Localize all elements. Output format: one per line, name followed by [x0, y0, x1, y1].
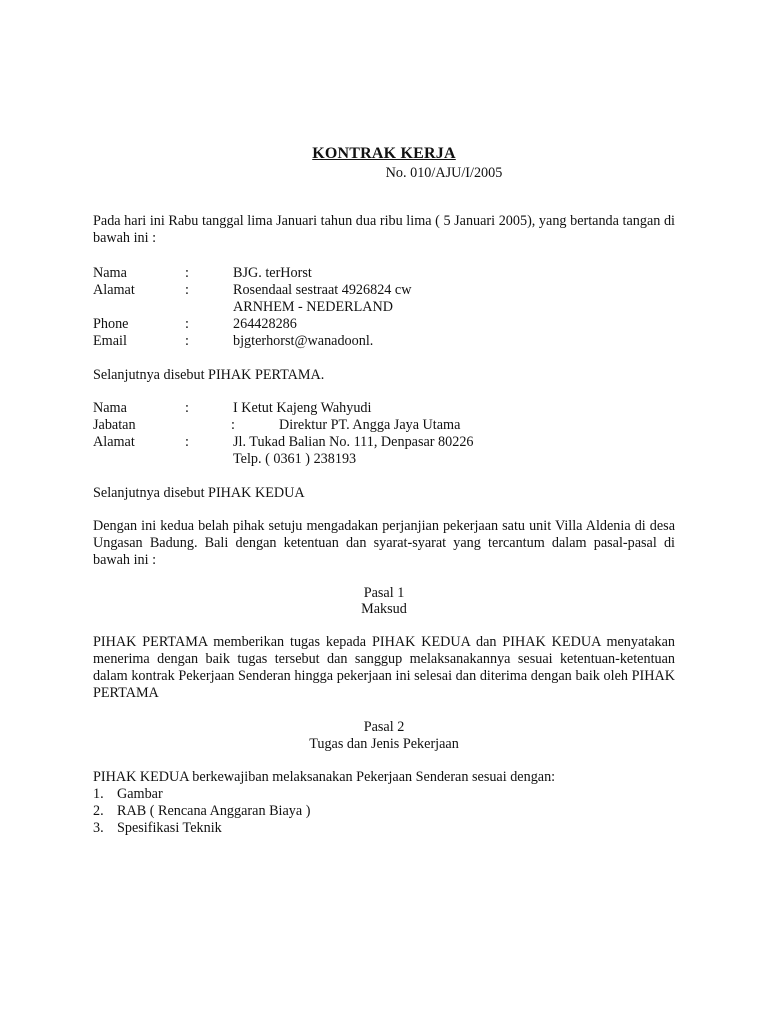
- designation-text: Selanjutnya disebut PIHAK KEDUA: [93, 485, 305, 501]
- party2-nama-row: [93, 400, 693, 417]
- field-label: Email: [93, 333, 127, 349]
- party1-email-row: [93, 333, 693, 350]
- colon: :: [185, 434, 189, 450]
- colon: :: [185, 400, 189, 416]
- pasal2-intro: [93, 769, 693, 786]
- party1-nama-row: [93, 265, 693, 282]
- document-number: No. 010/AJU/I/2005: [385, 165, 503, 181]
- colon: :: [231, 417, 235, 433]
- party2-alamat-row: [93, 434, 693, 451]
- field-value: 264428286: [233, 316, 297, 332]
- colon: :: [185, 282, 189, 298]
- field-value: Jl. Tukad Balian No. 111, Denpasar 80226: [233, 434, 474, 450]
- party1-alamat-row: [93, 282, 693, 299]
- colon: :: [185, 265, 189, 281]
- field-label: Alamat: [93, 282, 135, 298]
- list-number: 1.: [93, 786, 104, 802]
- colon: :: [185, 316, 189, 332]
- party1-phone-row: [93, 316, 693, 333]
- list-text: Spesifikasi Teknik: [117, 820, 222, 836]
- field-label: Phone: [93, 316, 129, 332]
- list-text: RAB ( Rencana Anggaran Biaya ): [117, 803, 311, 819]
- party1-designation: [93, 367, 693, 384]
- designation-text: Selanjutnya disebut PIHAK PERTAMA.: [93, 367, 325, 383]
- intro-text: PIHAK KEDUA berkewajiban melaksanakan Pekerjaan Senderan sesuai dengan:: [93, 769, 556, 785]
- field-label: Nama: [93, 265, 127, 281]
- field-value: I Ketut Kajeng Wahyudi: [233, 400, 372, 416]
- list-text: Gambar: [117, 786, 163, 802]
- party2-telp-row: [93, 451, 693, 468]
- party2-designation: [93, 485, 693, 502]
- party2-jabatan-row: [93, 417, 693, 434]
- pasal2-heading: Pasal 2: [363, 719, 405, 735]
- list-number: 2.: [93, 803, 104, 819]
- opening-paragraph: Pada hari ini Rabu tanggal lima Januari tahun dua ribu lima ( 5 Januari 2005), yang bertanda tangan di bawah ini :: [93, 213, 675, 246]
- field-label: Jabatan: [93, 417, 136, 433]
- field-value: ARNHEM - NEDERLAND: [233, 299, 393, 315]
- field-value: Telp. ( 0361 ) 238193: [233, 451, 357, 467]
- pasal1-body: PIHAK PERTAMA memberikan tugas kepada PIHAK KEDUA dan PIHAK KEDUA menyatakan menerima dengan baik tugas tersebut dan sanggup melaksanakannya sesuai ketentuan-ketentuan dalam kontrak Pekerjaan Senderan hingga pekerjaan ini selesai dan diterima dengan baik oleh PIHAK PERTAMA: [93, 634, 675, 701]
- field-value: Rosendaal sestraat 4926824 cw: [233, 282, 412, 298]
- field-value: Direktur PT. Angga Jaya Utama: [279, 417, 461, 433]
- agreement-paragraph: Dengan ini kedua belah pihak setuju mengadakan perjanjian pekerjaan satu unit Villa Aldenia di desa Ungasan Badung. Bali dengan ketentuan dan syarat-syarat yang tercantum dalam pasal-pasal di bawah ini :: [93, 518, 675, 568]
- pasal1-subheading: Maksud: [361, 601, 407, 617]
- party1-alamat2-row: [93, 299, 693, 316]
- field-value: BJG. terHorst: [233, 265, 312, 281]
- field-label: Alamat: [93, 434, 135, 450]
- document-title: KONTRAK KERJA: [312, 145, 456, 162]
- colon: :: [185, 333, 189, 349]
- pasal1-heading: Pasal 1: [363, 585, 405, 601]
- field-label: Nama: [93, 400, 127, 416]
- pasal2-subheading: Tugas dan Jenis Pekerjaan: [309, 736, 459, 752]
- list-number: 3.: [93, 820, 104, 836]
- field-value: bjgterhorst@wanadoonl.: [233, 333, 374, 349]
